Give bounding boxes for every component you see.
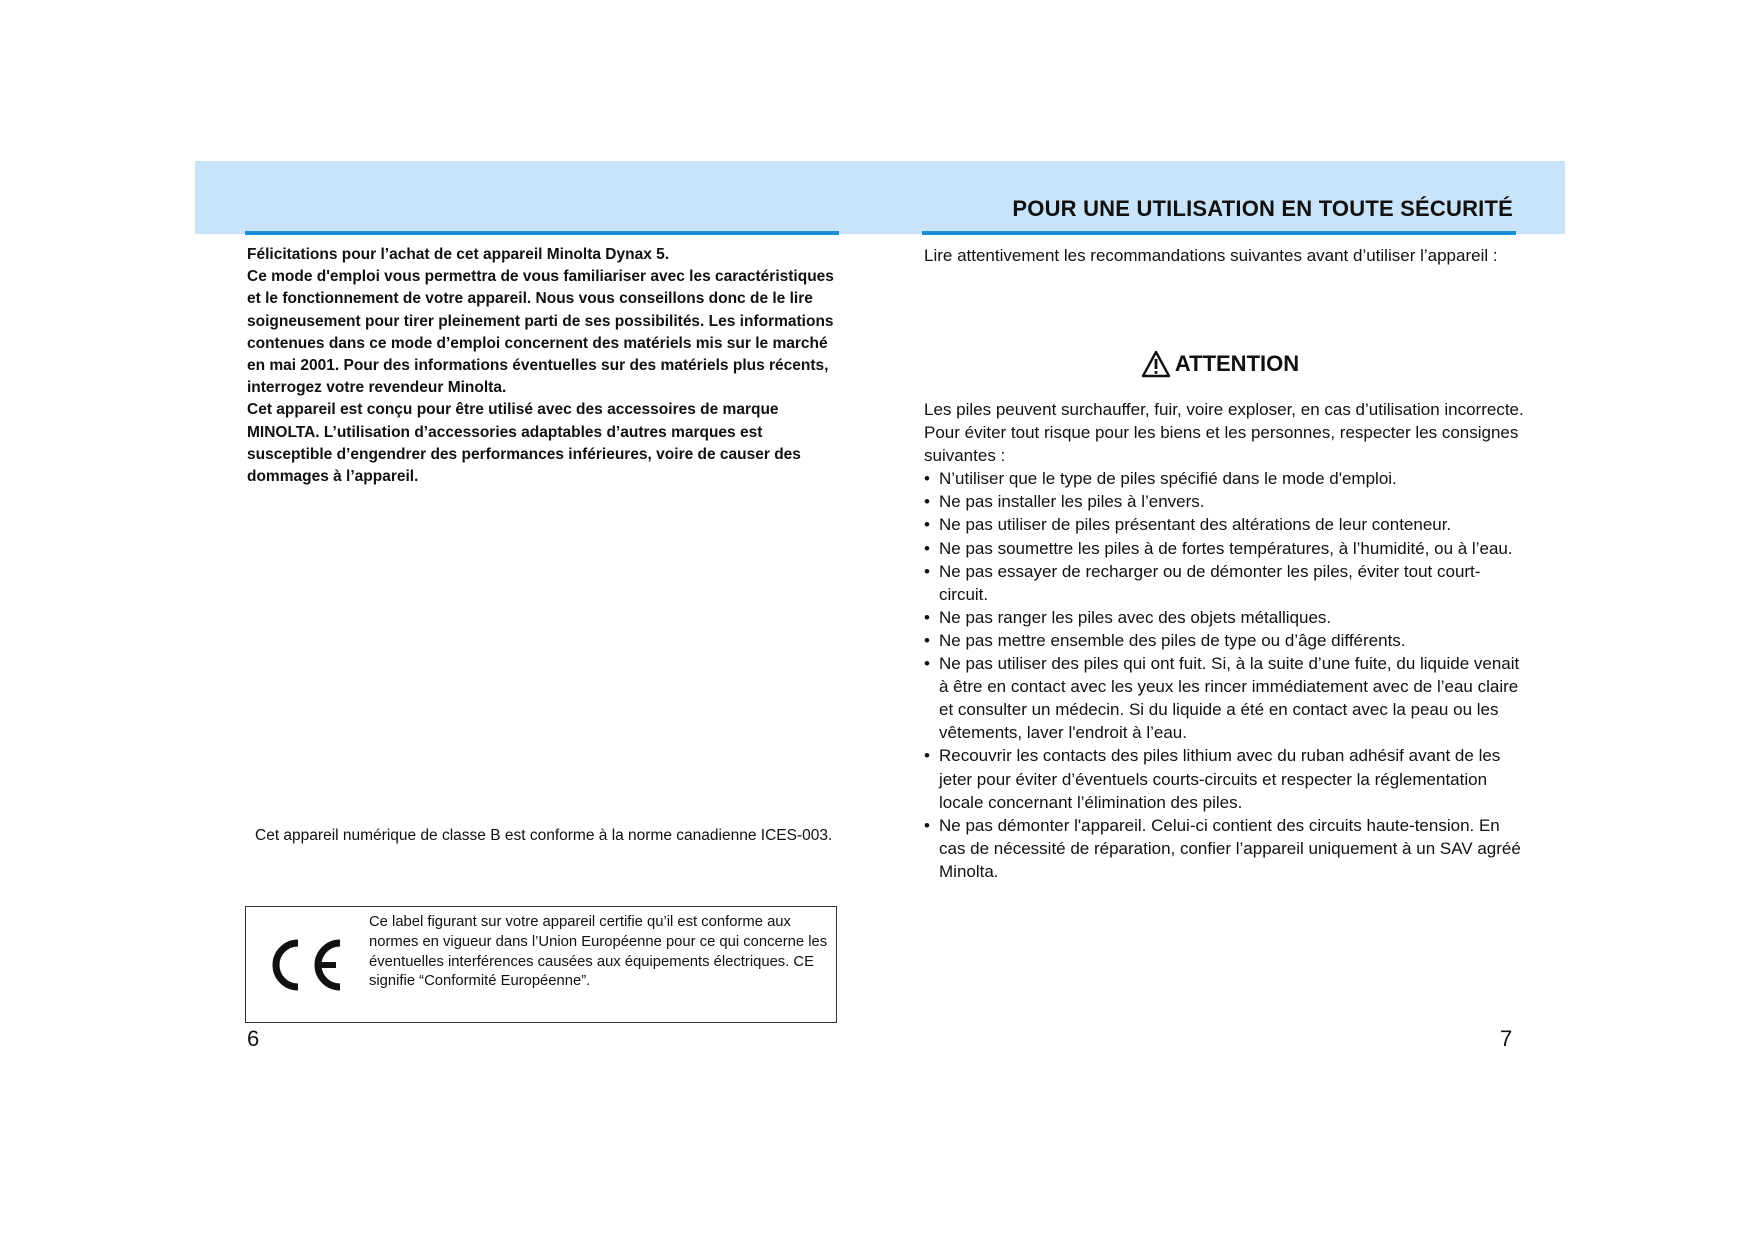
intro-paragraph: Ce mode d'emploi vous permettra de vous familiariser avec les caractéristiques et le fonctionnement de votre appareil. Nous vous conseillons donc de le lire soigneusement pour tirer pleinement parti de ses possibilités. Les informations contenues dans ce mode d’emploi concernent des matériels mis sur le marché en mai 2001. Pour des informations éventuelles sur des matériels plus récents, interrogez votre revendeur Minolta. [247, 268, 834, 397]
list-item: • Ne pas installer les piles à l’envers. [924, 490, 1524, 513]
attention-title: ATTENTION [1174, 351, 1300, 376]
intro-paragraph: Félicitations pour l’achat de cet appareil Minolta Dynax 5. [247, 246, 670, 263]
list-item: • Ne pas mettre ensemble des piles de type ou d’âge différents. [924, 629, 1524, 652]
ce-mark-icon [264, 935, 344, 995]
list-item: • N’utiliser que le type de piles spécifié dans le mode d'emploi. [924, 467, 1524, 490]
right-intro [924, 244, 1524, 267]
ce-label-box [245, 906, 837, 1023]
list-item: • Ne pas utiliser des piles qui ont fuit. Si, à la suite d’une fuite, du liquide venait à être en contact avec les yeux les rincer immédiatement avec de l’eau claire et consulter un médecin. Si du liquide a été en contact avec la peau ou les vêtements, laver l'endroit à l’eau. [924, 652, 1524, 744]
right-intro-text: Lire attentivement les recommandations suivantes avant d’utiliser l’appareil : [924, 246, 1498, 265]
ices-note: Cet appareil numérique de classe B est conforme à la norme canadienne ICES-003. [255, 827, 833, 844]
list-item: • Ne pas essayer de recharger ou de démonter les piles, éviter tout court-circuit. [924, 560, 1524, 606]
page-number-right: 7 [1500, 1026, 1513, 1051]
ce-label-text: Ce label figurant sur votre appareil certifie qu’il est conforme aux normes en vigueur dans l’Union Européenne pour ce qui concerne les éventuelles interférences causées aux équipements électriques. CE signifie “Conformité Européenne”. [369, 914, 828, 990]
warning-list [924, 467, 1524, 883]
list-item: • Ne pas utiliser de piles présentant des altérations de leur conteneur. [924, 513, 1524, 536]
attention-heading [924, 350, 1516, 378]
warning-block [924, 398, 1524, 883]
warning-triangle-icon [1141, 350, 1171, 378]
list-item: • Ne pas démonter l'appareil. Celui-ci contient des circuits haute-tension. En cas de nécessité de réparation, confier l’appareil uniquement à un SAV agréé Minolta. [924, 814, 1524, 883]
list-item: • Ne pas ranger les piles avec des objets métalliques. [924, 606, 1524, 629]
left-header-rule [245, 231, 839, 235]
right-header-rule [922, 231, 1516, 235]
section-title: POUR UNE UTILISATION EN TOUTE SÉCURITÉ [1012, 196, 1513, 221]
page-number-left: 6 [247, 1026, 260, 1051]
list-item: • Recouvrir les contacts des piles lithium avec du ruban adhésif avant de les jeter pour éviter d’éventuels courts-circuits et respecter la réglementation locale concernant l’élimination des piles. [924, 744, 1524, 813]
intro-paragraph: Cet appareil est conçu pour être utilisé avec des accessoires de marque MINOLTA. L’utilisation d’accessories adaptables d’autres marques est susceptible d’engendrer des performances inférieures, voire de causer des dommages à l’appareil. [247, 401, 801, 486]
left-intro [247, 244, 837, 488]
list-item: • Ne pas soumettre les piles à de fortes températures, à l’humidité, ou à l’eau. [924, 537, 1524, 560]
warning-intro: Les piles peuvent surchauffer, fuir, voire exploser, en cas d’utilisation incorrecte. Pour éviter tout risque pour les biens et les personnes, respecter les consignes suivantes : [924, 400, 1524, 466]
